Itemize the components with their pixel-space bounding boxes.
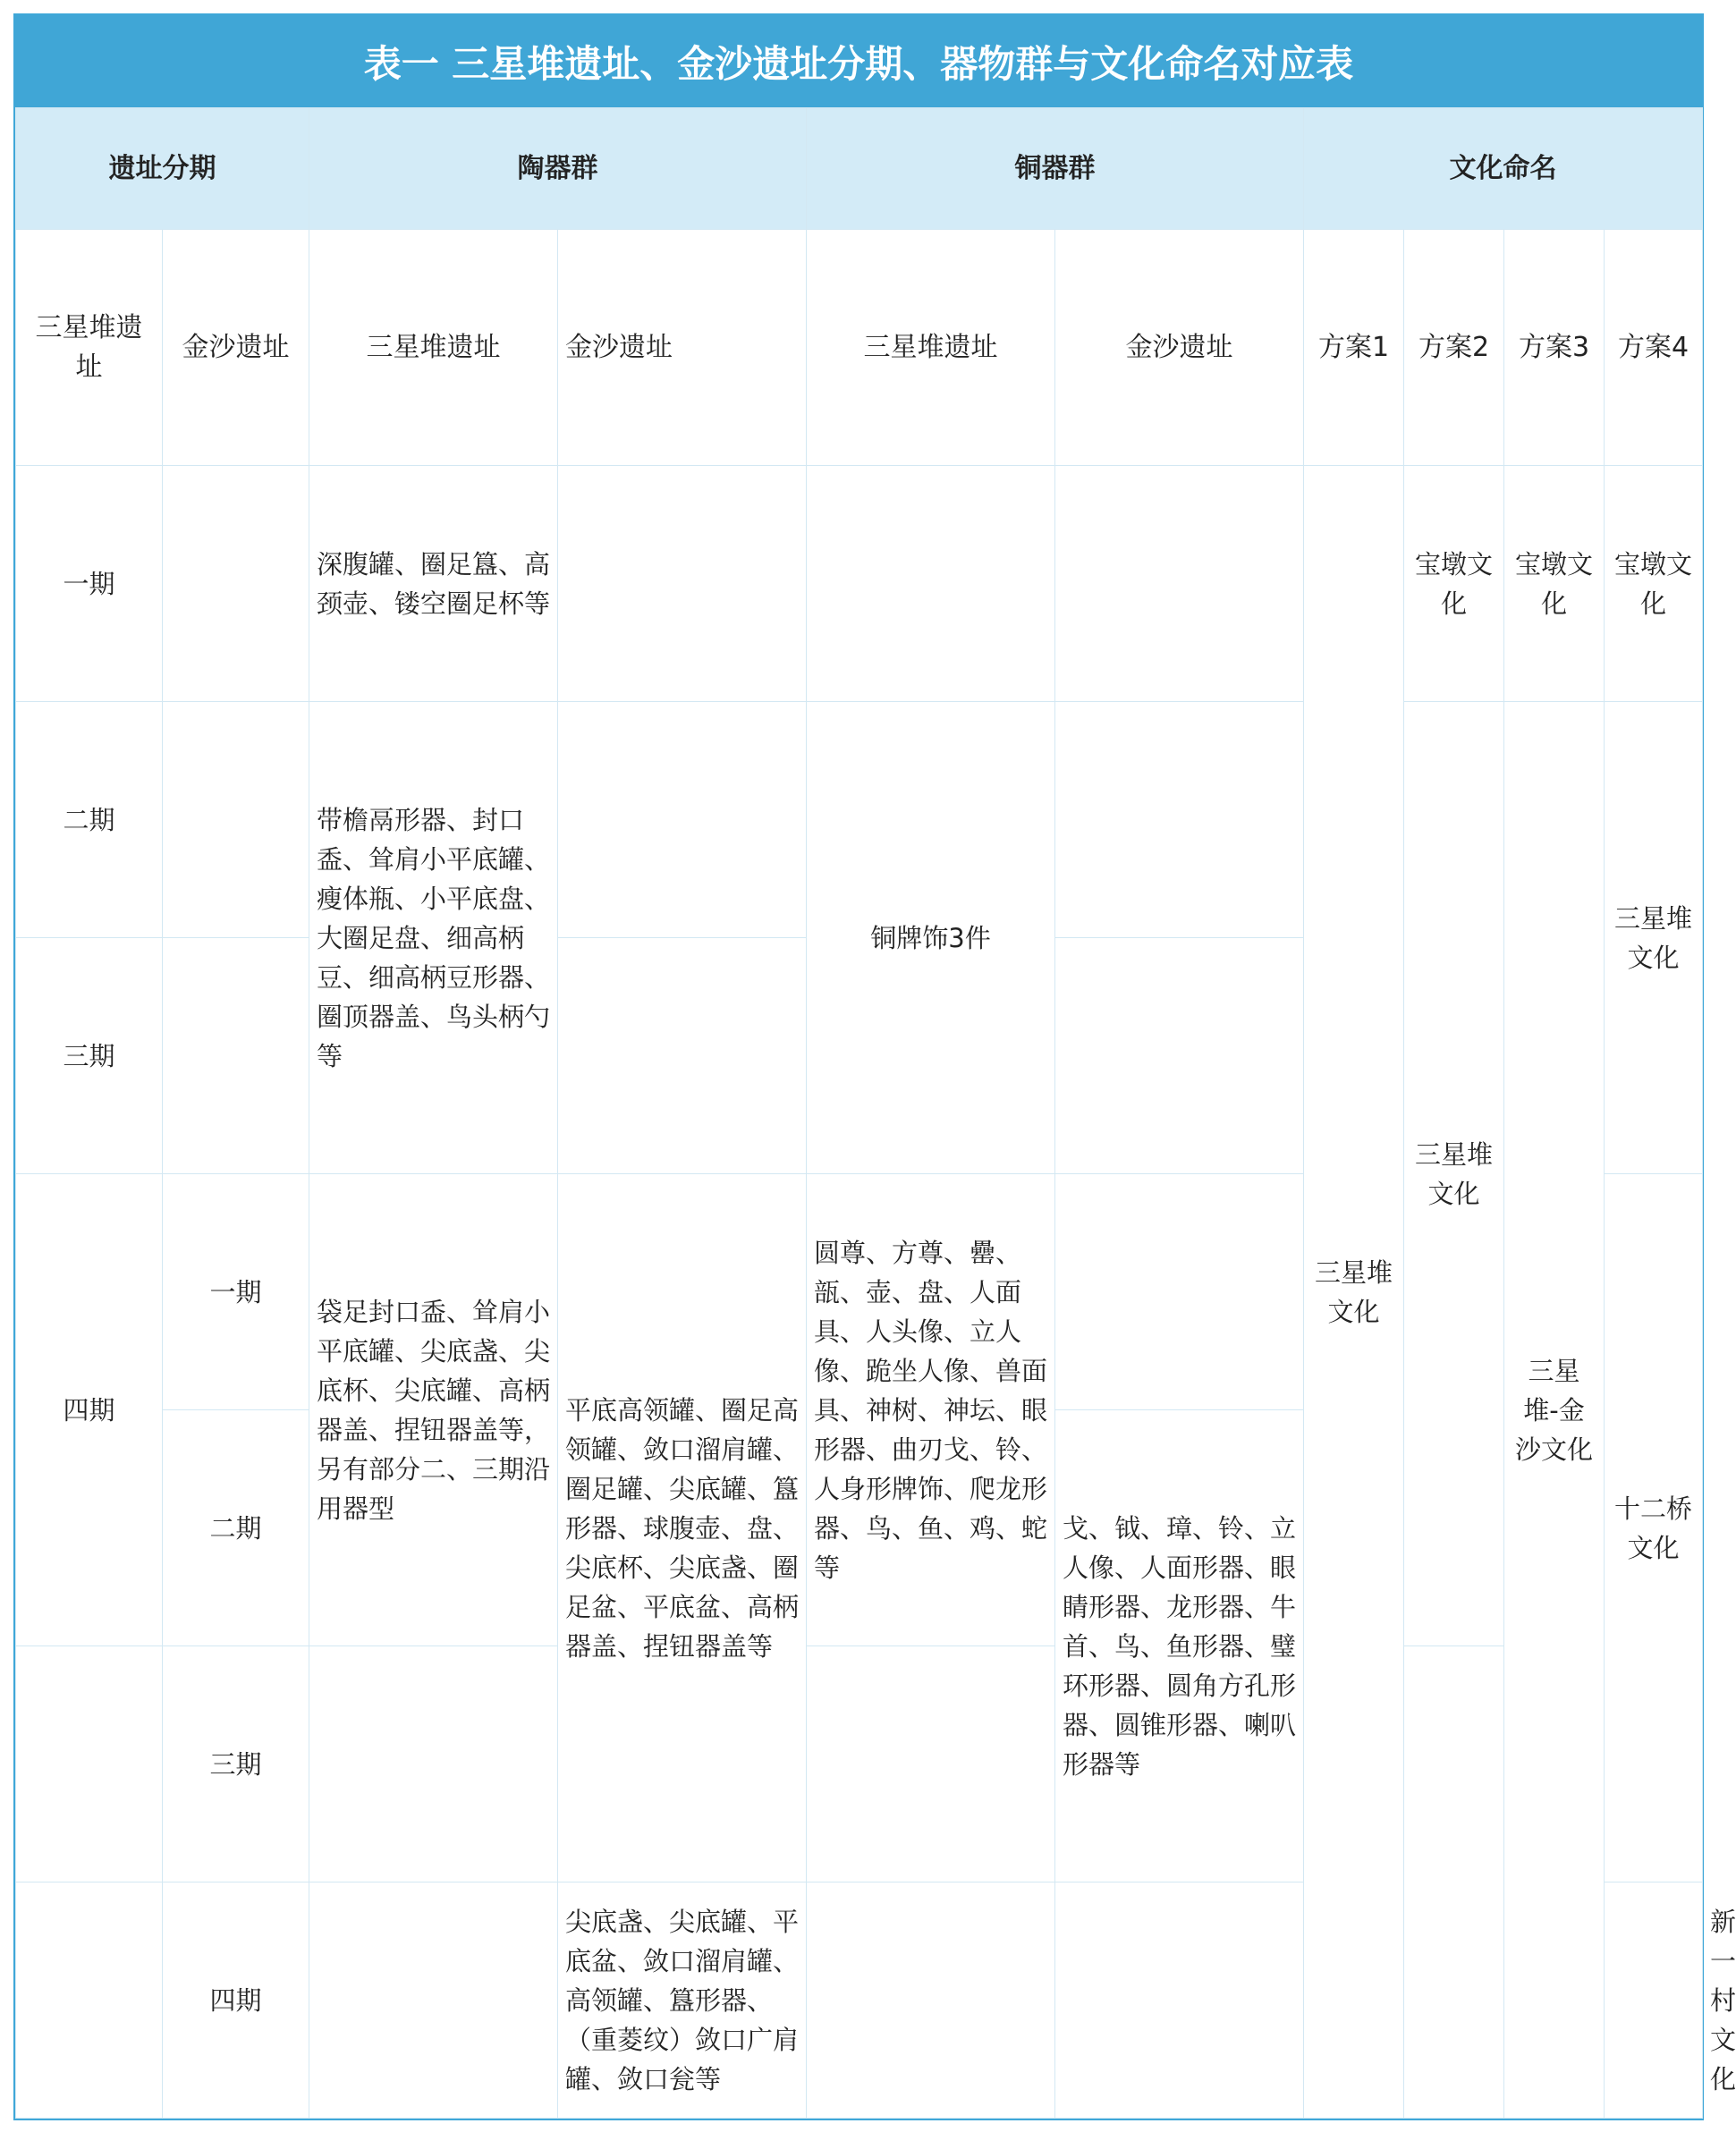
js-pottery-phase-4: 尖底盏、尖底罐、平底盆、敛口溜肩罐、高领罐、簋形器、（重菱纹）敛口广肩罐、敛口瓮等 xyxy=(558,1882,807,2119)
sxd-phase-1: 一期 xyxy=(16,466,163,702)
header-pottery: 陶器群 xyxy=(309,108,807,230)
plan3-empty xyxy=(1605,1882,1703,2119)
sxd-bronze-phase-2-3: 铜牌饰3件 xyxy=(807,702,1055,1174)
header-row xyxy=(16,108,1703,230)
subheader-js-pottery: 金沙遗址 xyxy=(558,230,807,466)
correspondence-table xyxy=(15,107,1736,2119)
subheader-plan2: 方案2 xyxy=(1404,230,1504,466)
sxd-phase-2: 二期 xyxy=(16,702,163,938)
header-bronze: 铜器群 xyxy=(807,108,1304,230)
subheader-sxd-pottery: 三星堆遗址 xyxy=(309,230,558,466)
sxd-phase-4: 四期 xyxy=(16,1174,163,1646)
table-row: 四期 尖底盏、尖底罐、平底盆、敛口溜肩罐、高领罐、簋形器、（重菱纹）敛口广肩罐、敛口瓮等 新一村文化 xyxy=(16,1882,1703,2119)
js-pottery-empty xyxy=(558,702,807,938)
js-empty xyxy=(163,466,309,702)
js-bronze-empty xyxy=(1055,466,1304,702)
js-phase-4: 四期 xyxy=(163,1882,309,2119)
sxd-phase-3: 三期 xyxy=(16,938,163,1174)
js-phase-3: 三期 xyxy=(163,1646,309,1882)
subheader-row xyxy=(16,230,1703,466)
sxd-bronze-empty xyxy=(807,1646,1055,1882)
js-phase-2: 二期 xyxy=(163,1410,309,1646)
plan2-empty xyxy=(1404,1646,1504,2119)
plan4-sanxingdui: 三星堆文化 xyxy=(1605,702,1703,1174)
js-bronze-phase-2-3: 戈、钺、璋、铃、立人像、人面形器、眼睛形器、龙形器、牛首、鸟、鱼形器、璧环形器、圆角方孔形器、圆锥形器、喇叭形器等 xyxy=(1055,1410,1304,1882)
sxd-empty xyxy=(16,1646,163,1882)
subheader-sxd-bronze: 三星堆遗址 xyxy=(807,230,1055,466)
subheader-js-bronze: 金沙遗址 xyxy=(1055,230,1304,466)
plan3-baodun: 宝墩文化 xyxy=(1504,466,1605,702)
js-empty xyxy=(163,938,309,1174)
table-frame xyxy=(13,13,1736,2120)
sxd-pottery-empty xyxy=(309,1646,558,1882)
js-bronze-empty xyxy=(1055,938,1304,1174)
subheader-sxd-phase: 三星堆遗址 xyxy=(16,230,163,466)
js-pottery-empty xyxy=(558,466,807,702)
js-pottery-empty xyxy=(558,938,807,1174)
table-row xyxy=(16,1646,1703,1882)
sxd-pottery-empty xyxy=(309,1882,558,2119)
plan4-shierqiao: 十二桥文化 xyxy=(1605,1174,1703,1882)
sxd-bronze-phase-4: 圆尊、方尊、罍、瓿、壶、盘、人面具、人头像、立人像、跪坐人像、兽面具、神树、神坛、眼形器、曲刃戈、铃、人身形牌饰、爬龙形器、鸟、鱼、鸡、蛇等 xyxy=(807,1174,1055,1646)
subheader-plan3: 方案3 xyxy=(1504,230,1605,466)
sxd-pottery-phase-2-3: 带檐鬲形器、封口盉、耸肩小平底罐、瘦体瓶、小平底盘、大圈足盘、细高柄豆、细高柄豆形器、圈顶器盖、鸟头柄勺等 xyxy=(309,702,558,1174)
sxd-bronze-empty xyxy=(807,1882,1055,2119)
plan2-baodun: 宝墩文化 xyxy=(1404,466,1504,702)
table-title: 表一 三星堆遗址、金沙遗址分期、器物群与文化命名对应表 xyxy=(15,15,1702,107)
subheader-js-phase: 金沙遗址 xyxy=(163,230,309,466)
table-row xyxy=(16,466,1703,702)
sxd-empty xyxy=(16,1882,163,2119)
subheader-plan4: 方案4 xyxy=(1605,230,1703,466)
plan1-culture: 三星堆文化 xyxy=(1304,466,1404,2119)
plan4-baodun: 宝墩文化 xyxy=(1605,466,1703,702)
header-site-phase: 遗址分期 xyxy=(16,108,309,230)
sxd-bronze-empty xyxy=(807,466,1055,702)
table-row xyxy=(16,702,1703,938)
js-bronze-empty xyxy=(1055,1174,1304,1410)
sxd-pottery-phase-1: 深腹罐、圈足簋、高颈壶、镂空圈足杯等 xyxy=(309,466,558,702)
header-culture: 文化命名 xyxy=(1304,108,1703,230)
subheader-plan1: 方案1 xyxy=(1304,230,1404,466)
js-empty xyxy=(163,702,309,938)
js-pottery-phase-1-3: 平底高领罐、圈足高领罐、敛口溜肩罐、圈足罐、尖底罐、簋形器、球腹壶、盘、尖底杯、尖底盏、圈足盆、平底盆、高柄器盖、捏钮器盖等 xyxy=(558,1174,807,1882)
plan2-sanxingdui: 三星堆文化 xyxy=(1404,702,1504,1646)
js-phase-1: 一期 xyxy=(163,1174,309,1410)
js-bronze-empty xyxy=(1055,1882,1304,2119)
plan3-sanxingdui-jinsha: 三星堆-金沙文化 xyxy=(1504,702,1605,2119)
js-bronze-empty xyxy=(1055,702,1304,938)
sxd-pottery-phase-4: 袋足封口盉、耸肩小平底罐、尖底盏、尖底杯、尖底罐、高柄器盖、捏钮器盖等，另有部分二、三期沿用器型 xyxy=(309,1174,558,1646)
